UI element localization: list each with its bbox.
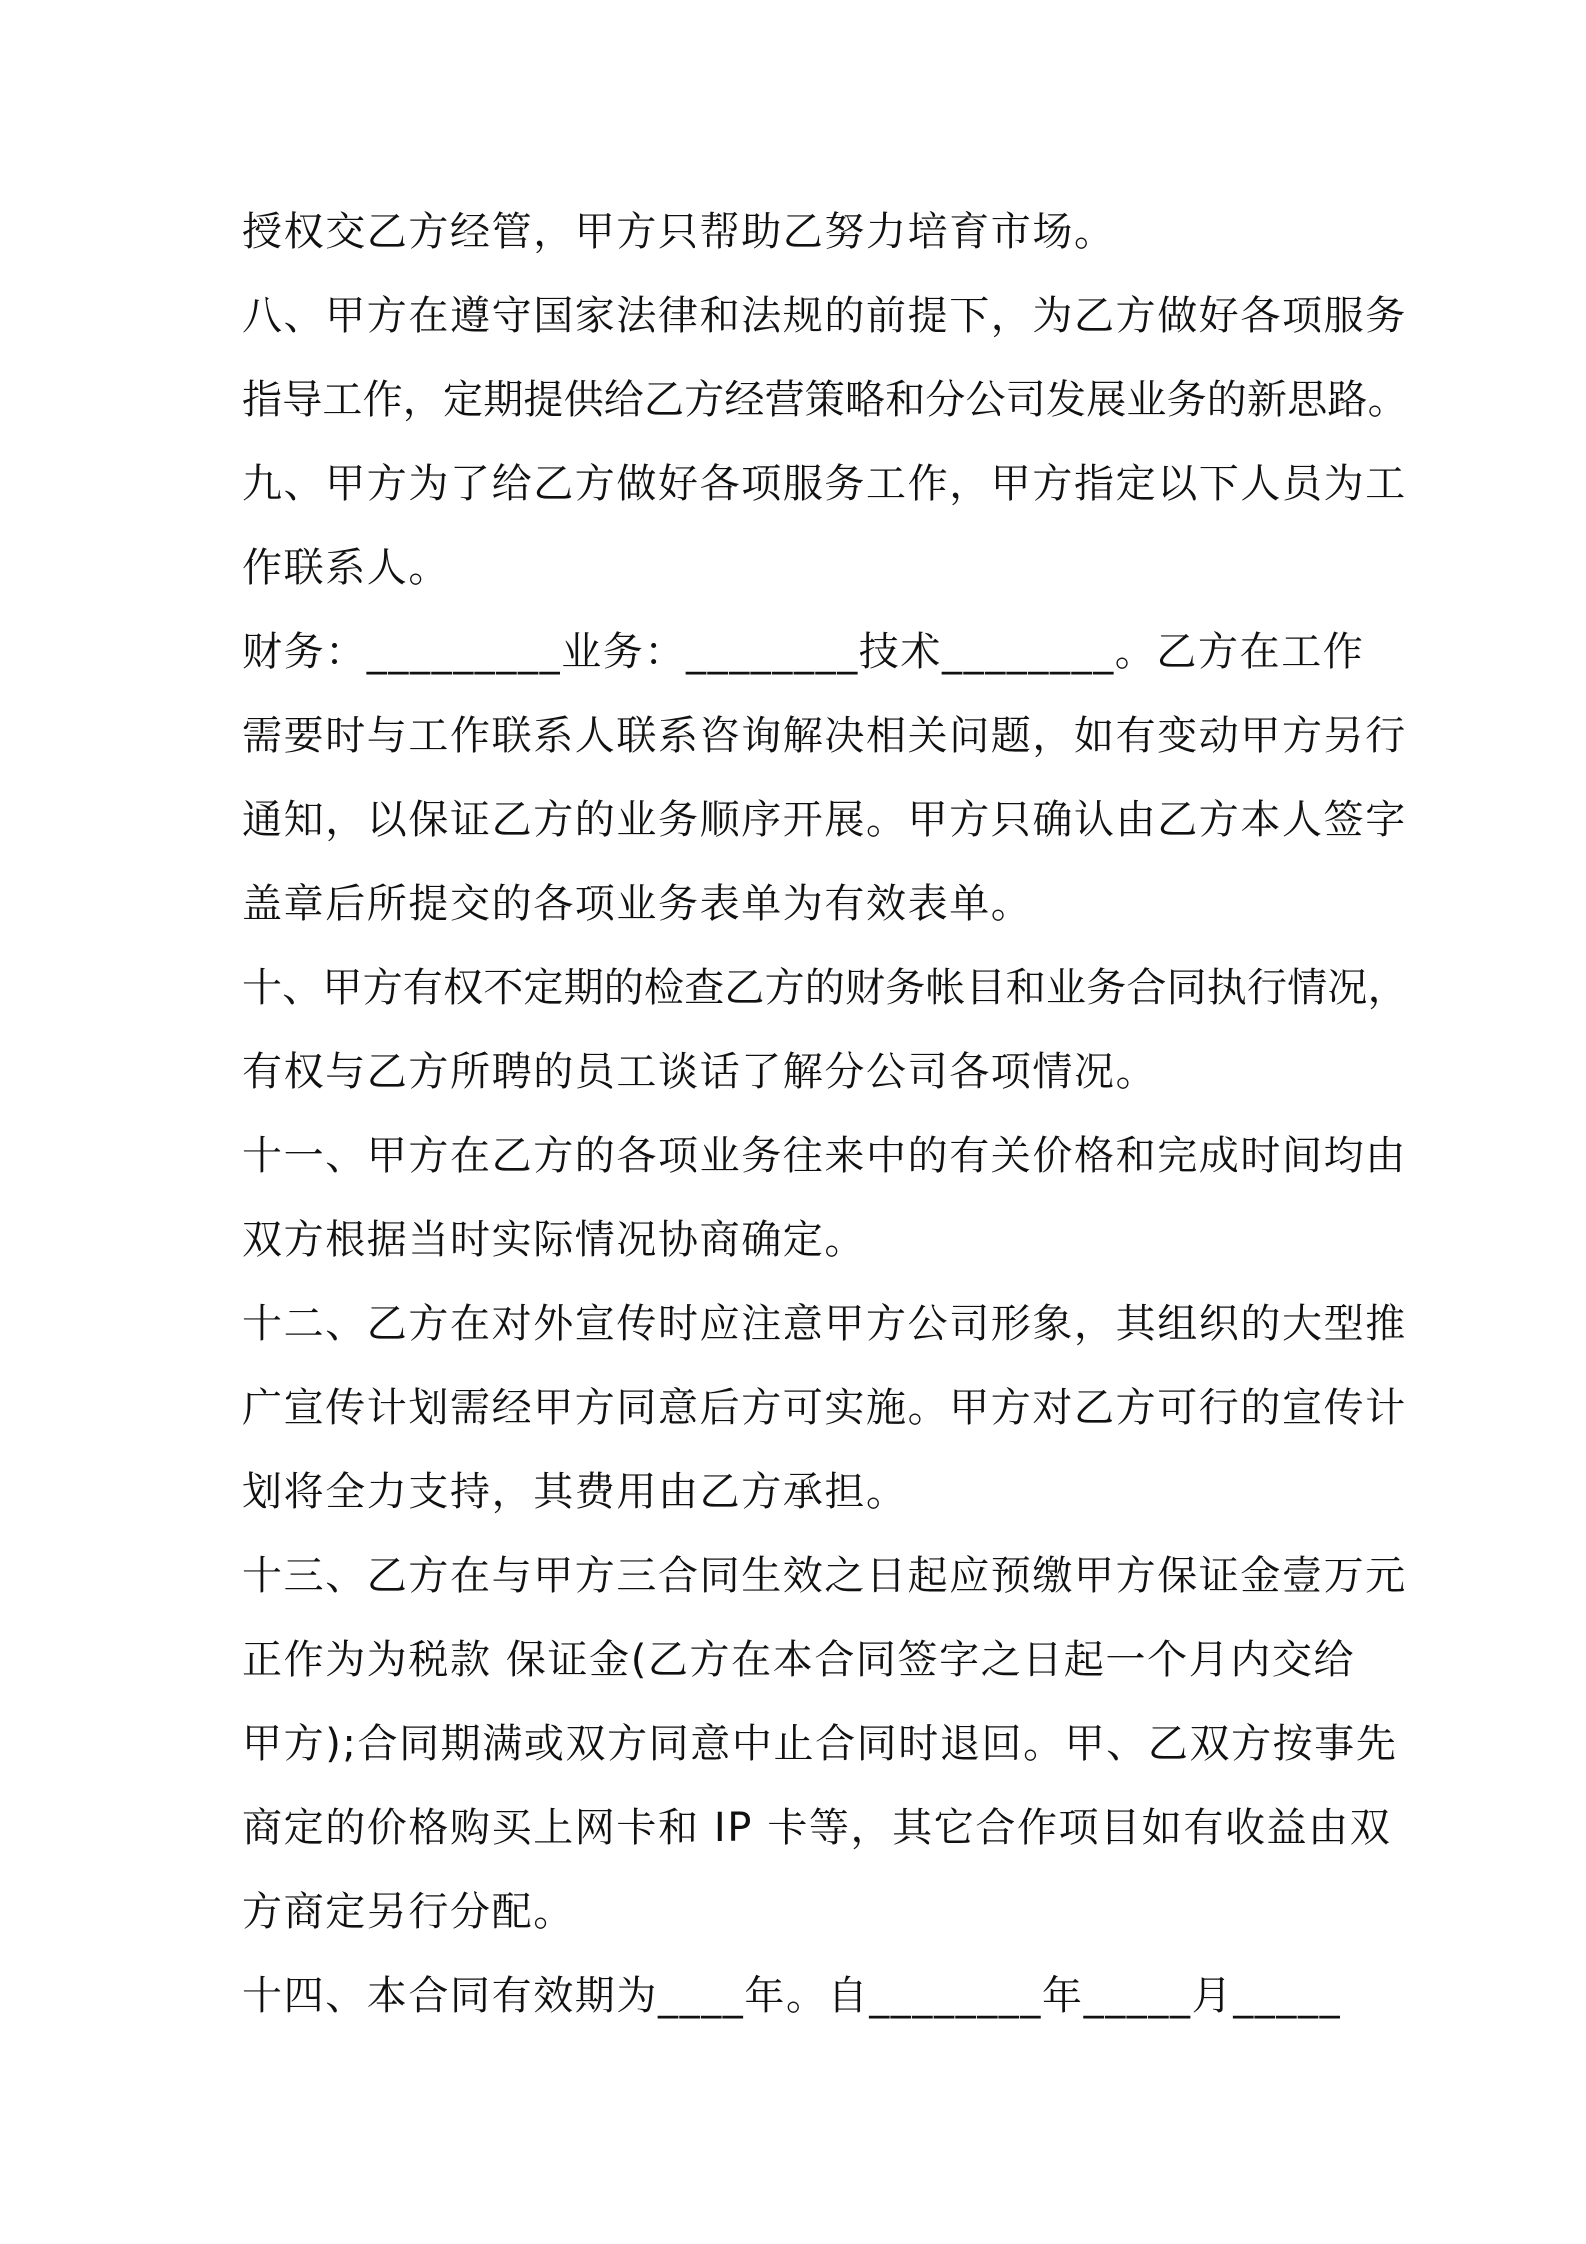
paragraph-line: 财务：_________业务：________技术________。乙方在工作 bbox=[242, 629, 1365, 675]
paragraph-line: 通知，以保证乙方的业务顺序开展。甲方只确认由乙方本人签字 bbox=[242, 797, 1407, 843]
paragraph-line: 商定的价格购买上网卡和 IP 卡等，其它合作项目如有收益由双 bbox=[242, 1805, 1392, 1851]
paragraph-line: 十一、甲方在乙方的各项业务往来中的有关价格和完成时间均由 bbox=[242, 1133, 1407, 1179]
paragraph-line: 十、甲方有权不定期的检查乙方的财务帐目和业务合同执行情况， bbox=[242, 965, 1408, 1011]
document-body bbox=[242, 190, 1408, 2038]
paragraph-line: 作联系人。 bbox=[242, 545, 450, 591]
paragraph-line: 十三、乙方在与甲方三合同生效之日起应预缴甲方保证金壹万元 bbox=[242, 1553, 1407, 1599]
paragraph-line: 十四、本合同有效期为____年。自________年_____月_____ bbox=[242, 1973, 1342, 2019]
paragraph-line: 双方根据当时实际情况协商确定。 bbox=[242, 1217, 866, 1263]
paragraph-line: 甲方);合同期满或双方同意中止合同时退回。甲、乙双方按事先 bbox=[242, 1721, 1398, 1767]
paragraph-line: 广宣传计划需经甲方同意后方可实施。甲方对乙方可行的宣传计 bbox=[242, 1385, 1407, 1431]
paragraph-line: 盖章后所提交的各项业务表单为有效表单。 bbox=[242, 881, 1033, 927]
paragraph-line: 八、甲方在遵守国家法律和法规的前提下，为乙方做好各项服务 bbox=[242, 293, 1407, 339]
paragraph-line: 方商定另行分配。 bbox=[242, 1889, 575, 1935]
paragraph-line: 九、甲方为了给乙方做好各项服务工作，甲方指定以下人员为工 bbox=[242, 461, 1407, 507]
paragraph-line: 授权交乙方经管，甲方只帮助乙努力培育市场。 bbox=[242, 209, 1116, 255]
paragraph-line: 正作为为税款 保证金(乙方在本合同签字之日起一个月内交给 bbox=[242, 1637, 1356, 1683]
paragraph-line: 划将全力支持，其费用由乙方承担。 bbox=[242, 1469, 908, 1515]
paragraph-line: 十二、乙方在对外宣传时应注意甲方公司形象，其组织的大型推 bbox=[242, 1301, 1407, 1347]
paragraph-line: 需要时与工作联系人联系咨询解决相关问题，如有变动甲方另行 bbox=[242, 713, 1407, 759]
paragraph-line: 指导工作，定期提供给乙方经营策略和分公司发展业务的新思路。 bbox=[242, 377, 1408, 423]
paragraph-line: 有权与乙方所聘的员工谈话了解分公司各项情况。 bbox=[242, 1049, 1158, 1095]
